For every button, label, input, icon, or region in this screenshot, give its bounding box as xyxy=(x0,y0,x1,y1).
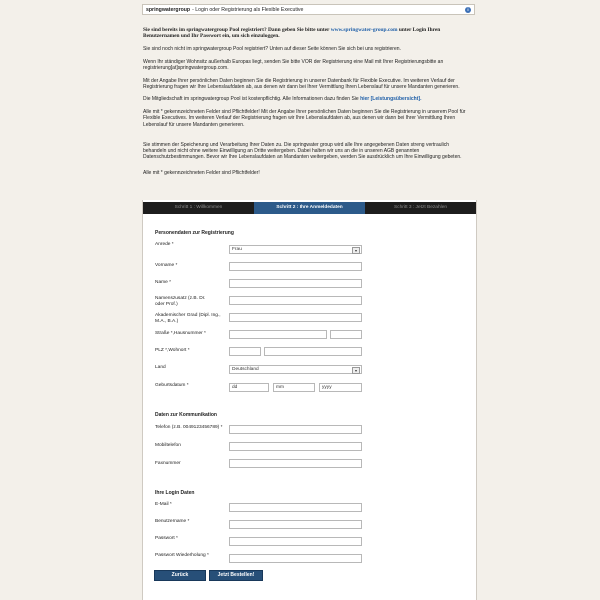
vorname-field[interactable] xyxy=(229,262,362,271)
label-fax: Faxnummer xyxy=(155,461,181,466)
land-value: Deutschland xyxy=(232,367,259,372)
intro-p3: Wenn Ihr ständiger Wohnsitz außerhalb Europas liegt, senden Sie bitte VOR der Registrierung eine Mail mit Ihrer Registrierungsbitte an registrierung[at]springwatergroup.com. xyxy=(143,58,444,71)
lead-text: Sie sind bereits im springwatergroup Pool registriert? Dann geben Sie bitte unter xyxy=(143,27,330,33)
intro-p7: Sie stimmen der Speicherung und Verarbeitung Ihrer Daten zu. Die springwater group wird alle Ihre angegebenen Daten streng vertraulich behandeln und nicht ohne weitere Einwilligung an Dritte weitergeben. Dabei halten wir uns an die in unseren AGB genannten Datenschutzbestimmungen. Bevor wir Ihre Lebenslaufdaten an Mandanten weitergeben, werden Sie ausdrücklich um Ihre Einwilligung gebeten. xyxy=(143,141,462,161)
intro-p2: Sie sind noch nicht im springwatergroup Pool registriert? Unten auf dieser Seite können Sie sich bei uns registrieren. xyxy=(143,45,401,52)
email-field[interactable] xyxy=(229,503,362,512)
section-communication: Daten zur Kommunikation xyxy=(155,412,217,418)
passwort-field[interactable] xyxy=(229,537,362,546)
label-anrede: Anrede * xyxy=(155,242,174,247)
springwater-link[interactable]: www.springwater-group.com xyxy=(330,27,398,33)
label-telefon: Telefon (z.B. 0049123456789) * xyxy=(155,425,223,430)
step-1[interactable]: Schritt 1 : Willkommen xyxy=(174,205,223,210)
birth-year-field[interactable]: yyyy xyxy=(319,383,362,392)
intro-text xyxy=(143,27,473,183)
p5-text: Die Mitgliedschaft im springwatergroup Pool ist kostenpflichtig. Alle Informationen dazu finden Sie xyxy=(143,96,359,103)
leistungsuebersicht-link[interactable]: hier [Leistungsübersicht]. xyxy=(360,96,422,103)
name-field[interactable] xyxy=(229,279,362,288)
step-bar xyxy=(143,202,476,214)
anrede-select[interactable] xyxy=(229,245,362,254)
strasse-field[interactable] xyxy=(229,330,327,339)
label-land: Land xyxy=(155,365,166,370)
label-email: E-Mail * xyxy=(155,502,172,507)
intro-p5 xyxy=(143,96,473,102)
passwort-wiederholung-field[interactable] xyxy=(229,554,362,563)
wohnort-field[interactable] xyxy=(264,347,362,356)
hausnummer-field[interactable] xyxy=(330,330,362,339)
label-grad: Akademischer Grad (Dipl. Ing., M.A., B.A.) xyxy=(155,313,221,324)
window-title: - Login oder Registrierung als Flexible Executive xyxy=(192,6,304,13)
label-geburtsdatum: Geburtsdatum * xyxy=(155,383,189,388)
benutzername-field[interactable] xyxy=(229,520,362,529)
grad-field[interactable] xyxy=(229,313,362,322)
intro-p4: Mit der Angabe Ihrer persönlichen Daten beginnen Sie die Registrierung in unserer Datenbank für Flexible Executive. Im weiteren Verlauf der Registrierung fragen wir Ihre Lebenslaufdaten ab, aus denen wir dann bei Ihrer Vermittlung Ihren Lebenslauf für unsere Mandanten generieren. xyxy=(143,77,460,90)
section-login: Ihre Login Daten xyxy=(155,490,195,496)
step-3[interactable]: Schritt 3 : Jetzt Bezahlen xyxy=(393,205,448,210)
namenszusatz-field[interactable] xyxy=(229,296,362,305)
label-namenszusatz: Namenszusatz (z.B. Dr. oder Prof.) xyxy=(155,296,206,307)
telefon-field[interactable] xyxy=(229,425,362,434)
plz-field[interactable] xyxy=(229,347,261,356)
intro-lead xyxy=(143,27,473,39)
label-mobil: Mobiltelefon xyxy=(155,443,181,448)
step-2[interactable]: Schritt 2 : Ihre Anmeldedaten xyxy=(254,202,365,214)
label-passwort2: Passwort Wiederholung * xyxy=(155,553,209,558)
fax-field[interactable] xyxy=(229,459,362,468)
window-title-bar xyxy=(142,4,475,15)
label-benutzername: Benutzername * xyxy=(155,519,190,524)
chevron-down-icon: ▾ xyxy=(352,247,360,254)
anrede-value: Frau xyxy=(232,247,242,252)
brand-name: springwatergroup xyxy=(146,6,191,13)
label-name: Name * xyxy=(155,280,171,285)
label-plz: PLZ *,Wohnort * xyxy=(155,348,190,353)
submit-button[interactable]: Jetzt Bestellen! xyxy=(209,570,263,581)
intro-p8: Alle mit * gekennzeichneten Felder sind Pflichtfelder! xyxy=(143,170,260,177)
chevron-down-icon: ▾ xyxy=(352,367,360,374)
birth-day-field[interactable]: dd xyxy=(229,383,269,392)
birth-month-field[interactable]: mm xyxy=(273,383,315,392)
intro-p6: Alle mit * gekennzeichneten Felder sind Pflichtfelder! Mit der Angabe Ihrer persönlichen Daten beginnen Sie die Registrierung in unserem Pool für Flexible Executives. Im weiteren Verlauf der Registrierung fragen wir Ihre Lebenslaufdaten ab, aus denen wir dann bei Ihrer Vermittlung Ihren Lebenslauf für unsere Mandanten generieren. xyxy=(143,109,466,128)
land-select[interactable] xyxy=(229,365,362,374)
lead-rest: unter Login Ihren Benutzernamen und Ihr Passwort ein, um sich einzuloggen. xyxy=(143,27,441,40)
back-button[interactable]: Zurück xyxy=(154,570,206,581)
mobil-field[interactable] xyxy=(229,442,362,451)
info-icon[interactable]: i xyxy=(465,7,471,13)
registration-panel xyxy=(142,200,477,600)
label-vorname: Vorname * xyxy=(155,263,178,268)
label-passwort: Passwort * xyxy=(155,536,178,541)
section-personal: Personendaten zur Registrierung xyxy=(155,230,234,236)
label-strasse: Straße *,Hausnummer * xyxy=(155,331,206,336)
